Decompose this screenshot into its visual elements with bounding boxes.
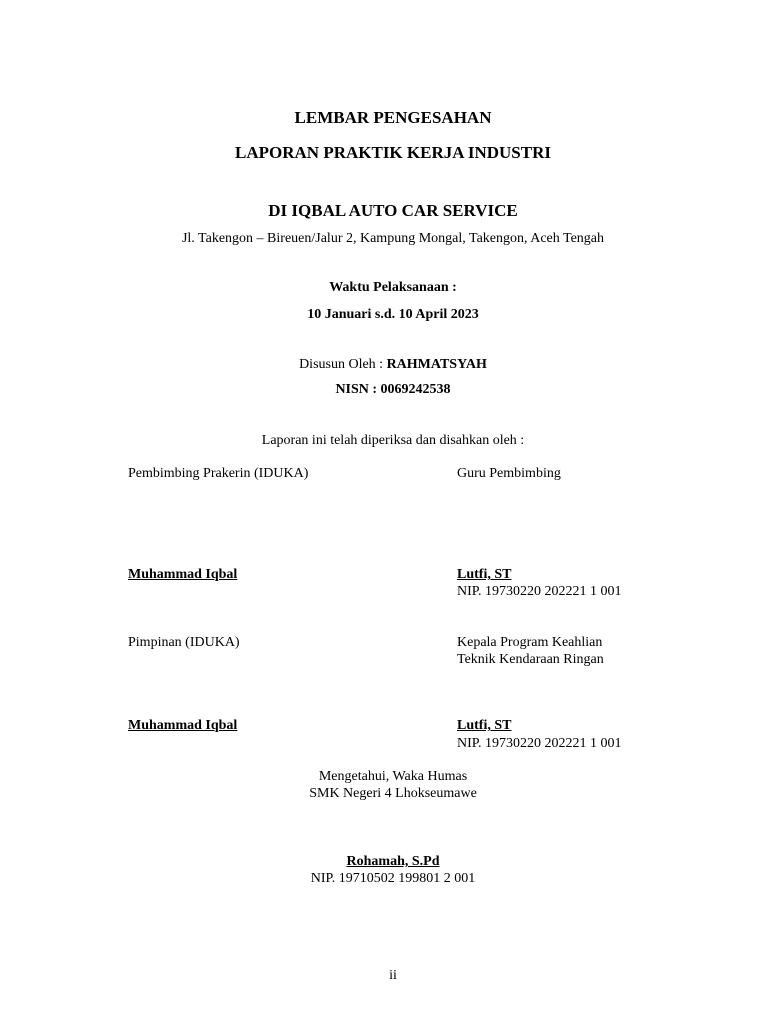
page-number: ii xyxy=(389,968,397,983)
author-prefix: Disusun Oleh : xyxy=(299,357,387,372)
title-lembar-pengesahan: LEMBAR PENGESAHAN xyxy=(294,108,492,127)
author-line xyxy=(0,356,768,374)
program-head-nip: NIP. 19730220 202221 1 001 xyxy=(457,736,622,751)
acknowledged-line1: Mengetahui, Waka Humas xyxy=(318,769,468,784)
company-address: Jl. Takengon – Bireuen/Jalur 2, Kampung Mongal, Takengon, Aceh Tengah xyxy=(181,231,605,246)
program-head-name: Lutfi, ST xyxy=(457,718,512,733)
schedule-label: Waktu Pelaksanaan : xyxy=(329,280,457,295)
title-laporan-praktik: LAPORAN PRAKTIK KERJA INDUSTRI xyxy=(235,143,551,162)
title-company: DI IQBAL AUTO CAR SERVICE xyxy=(268,201,518,220)
program-head-role-line2: Teknik Kendaraan Ringan xyxy=(457,652,604,667)
acknowledged-line2: SMK Negeri 4 Lhokseumawe xyxy=(309,786,477,801)
iduka-supervisor-role: Pembimbing Prakerin (IDUKA) xyxy=(128,466,309,481)
iduka-head-name: Muhammad Iqbal xyxy=(128,718,238,733)
waka-humas-nip: NIP. 19710502 199801 2 001 xyxy=(310,871,476,886)
waka-humas-name: Rohamah, S.Pd xyxy=(346,854,440,869)
approval-intro: Laporan ini telah diperiksa dan disahkan oleh : xyxy=(261,433,525,448)
iduka-supervisor-name: Muhammad Iqbal xyxy=(128,567,238,582)
teacher-supervisor-role: Guru Pembimbing xyxy=(457,466,561,481)
teacher-supervisor-name: Lutfi, ST xyxy=(457,567,512,582)
author-nisn: NISN : 0069242538 xyxy=(335,382,451,397)
schedule-dates: 10 Januari s.d. 10 April 2023 xyxy=(307,307,479,322)
iduka-head-role: Pimpinan (IDUKA) xyxy=(128,635,240,650)
teacher-supervisor-nip: NIP. 19730220 202221 1 001 xyxy=(457,584,622,599)
program-head-role-line1: Kepala Program Keahlian xyxy=(457,635,603,650)
author-name: RAHMATSYAH xyxy=(386,357,487,372)
